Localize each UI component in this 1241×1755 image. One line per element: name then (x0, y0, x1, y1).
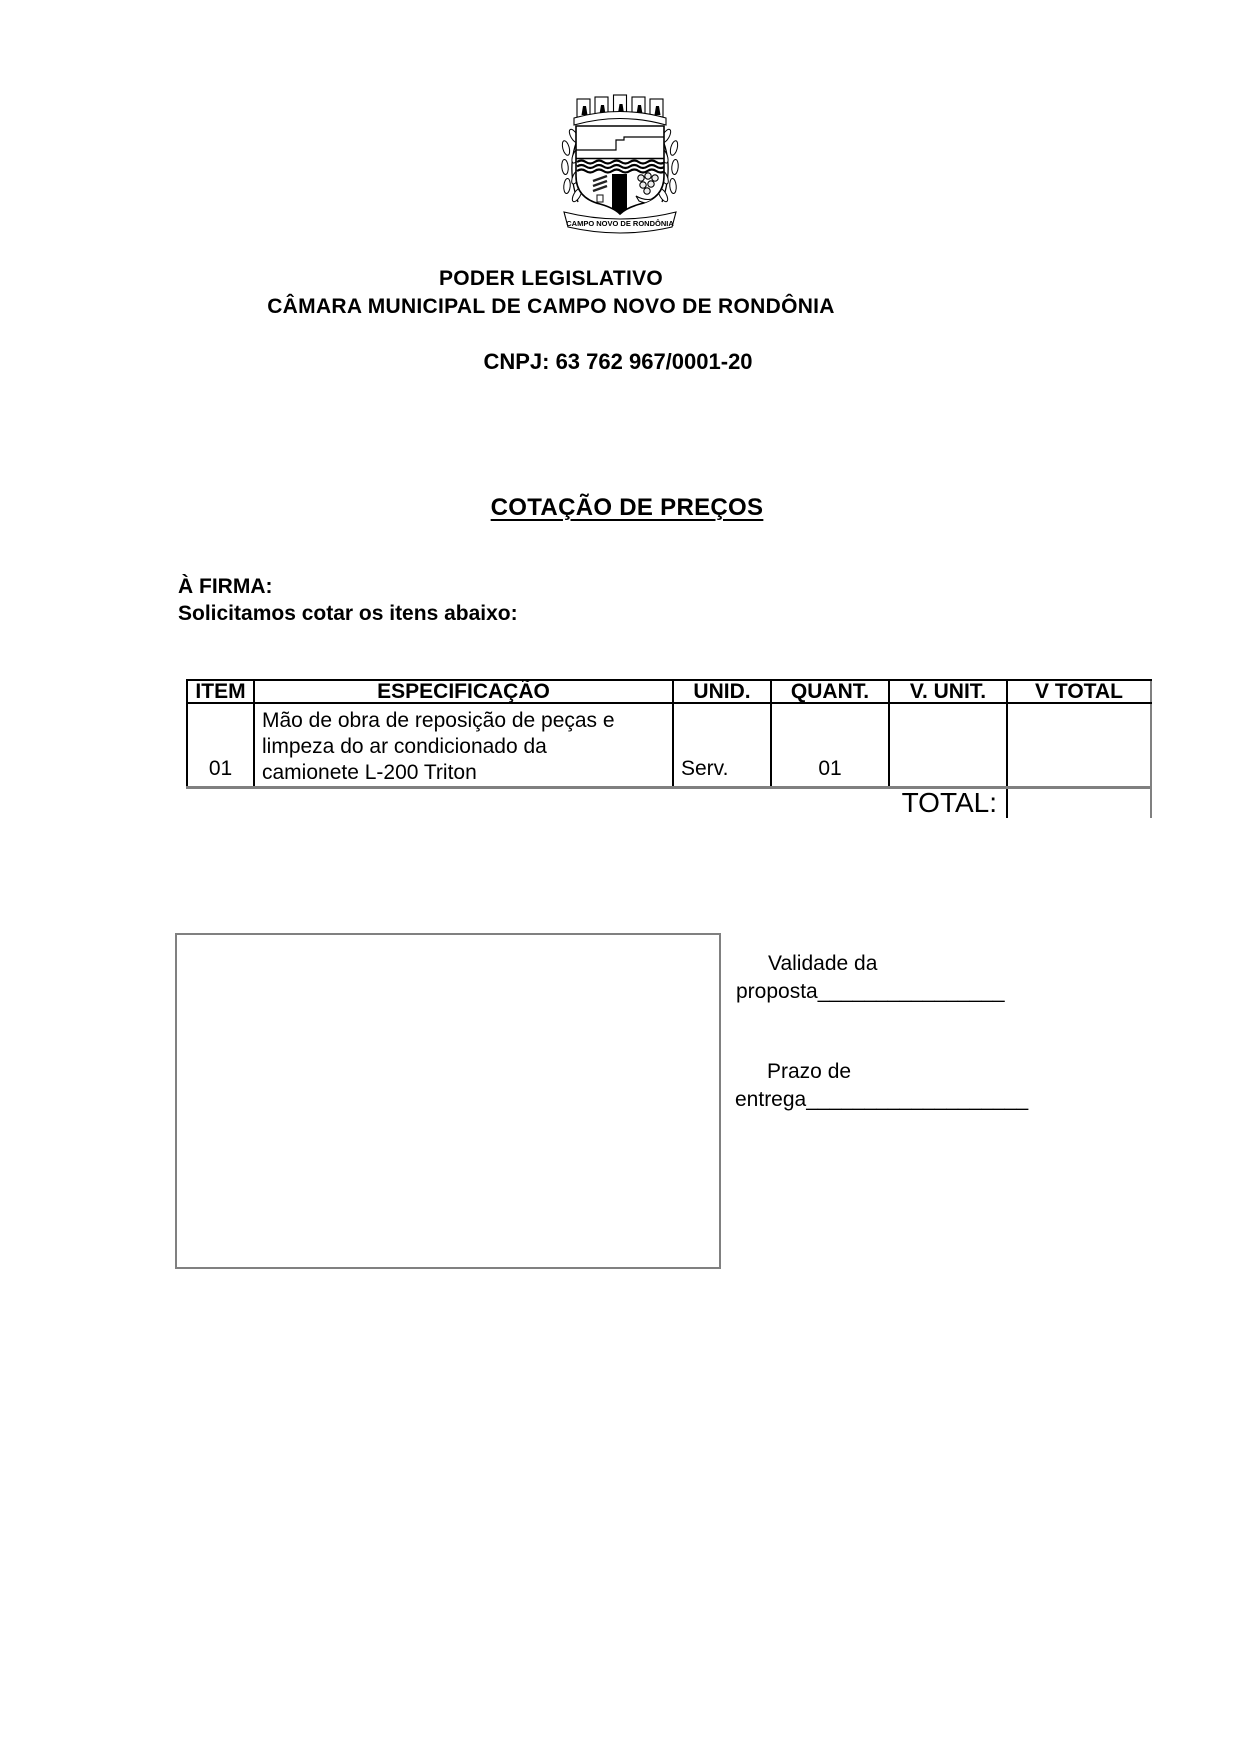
validade-fill-line: proposta________________ (736, 980, 1005, 1003)
municipal-coat-of-arms (552, 90, 688, 237)
cell-v-unit (888, 704, 1006, 786)
col-header-item: ITEM (186, 681, 253, 702)
cell-quant: 01 (770, 704, 888, 786)
org-name-line1: PODER LEGISLATIVO (438, 267, 664, 290)
page-title: COTAÇÃO DE PREÇOS (490, 494, 764, 521)
col-header-quant: QUANT. (770, 681, 888, 702)
prazo-label-line1: Prazo de (767, 1060, 852, 1083)
quotation-table (186, 679, 1152, 818)
prazo-fill-line: entrega___________________ (735, 1088, 1029, 1111)
validade-label-line1: Validade da (768, 952, 878, 975)
cnpj-line: CNPJ: 63 762 967/0001-20 (483, 349, 753, 374)
mural-crown-icon (574, 95, 666, 125)
table-row (186, 704, 1152, 789)
crest-banner-text: CAMPO NOVO DE RONDÔNIA (566, 219, 674, 228)
crest-ribbon-icon (564, 212, 676, 233)
table-header-row (186, 679, 1152, 704)
shield-pale-stripe (612, 174, 627, 216)
notes-box (175, 933, 721, 1269)
col-header-especificacao: ESPECIFICAÇÃO (253, 681, 672, 702)
firm-label: À FIRMA: (178, 575, 273, 598)
col-header-v-total: V TOTAL (1006, 681, 1152, 702)
total-value-cell (1006, 789, 1152, 818)
table-total-row (186, 789, 1152, 818)
total-label: TOTAL: (901, 787, 997, 818)
cell-unid: Serv. (672, 704, 770, 786)
request-line: Solicitamos cotar os itens abaixo: (178, 602, 518, 625)
col-header-unid: UNID. (672, 681, 770, 702)
org-name-line2: CÂMARA MUNICIPAL DE CAMPO NOVO DE RONDÔNIA (267, 295, 835, 318)
col-header-v-unit: V. UNIT. (888, 681, 1006, 702)
cell-item: 01 (186, 704, 253, 786)
cell-v-total (1006, 704, 1152, 786)
especificacao-text: Mão de obra de reposição de peças e limpeza do ar condicionado da camionete L-200 Triton (262, 709, 615, 784)
cell-especificacao (253, 704, 672, 786)
